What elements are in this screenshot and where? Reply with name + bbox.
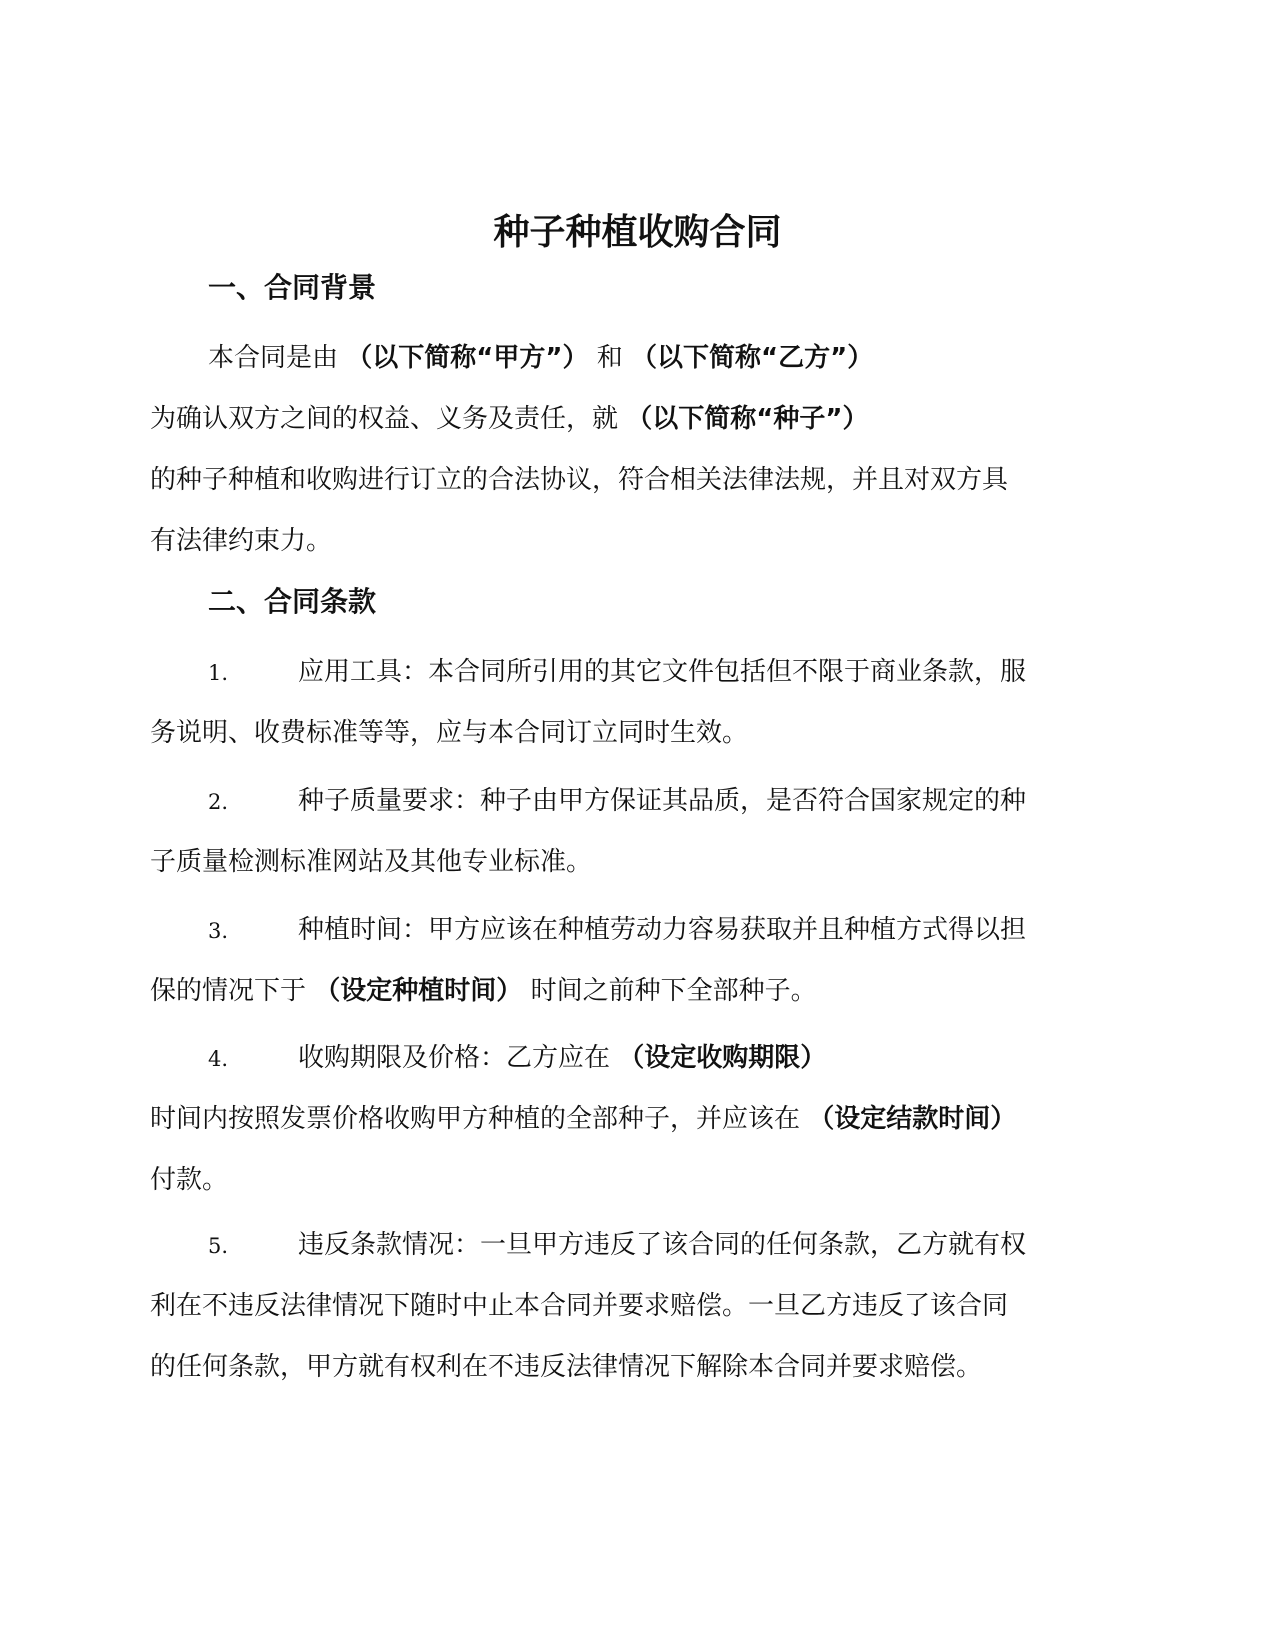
placeholder-payment-time: （设定结款时间） bbox=[808, 1104, 1017, 1134]
text-line: 务说明、收费标准等等，应与本合同订立同时生效。 bbox=[150, 718, 749, 748]
clause-number: 5. bbox=[208, 1234, 229, 1258]
text-run: 本合同是由 bbox=[208, 343, 339, 373]
text-line: 付款。 bbox=[150, 1165, 229, 1195]
clause-3 bbox=[150, 900, 1110, 1022]
placeholder-purchase-period: （设定收购期限） bbox=[618, 1043, 827, 1073]
clause-number: 1. bbox=[208, 661, 229, 685]
text-line bbox=[150, 1089, 1110, 1150]
text-run: 种植时间：甲方应该在种植劳动力容易获取并且种植方式得以担 bbox=[298, 915, 1027, 945]
placeholder-seed: （以下简称“种子”） bbox=[626, 404, 869, 434]
clause-2 bbox=[150, 771, 1110, 893]
text-line bbox=[150, 900, 1110, 961]
text-line bbox=[150, 961, 1110, 1022]
text-line: 的种子种植和收购进行订立的合法协议，符合相关法律法规，并且对双方具 bbox=[150, 465, 1009, 495]
text-run: 违反条款情况：一旦甲方违反了该合同的任何条款，乙方就有权 bbox=[298, 1230, 1027, 1260]
section-heading-terms: 二、合同条款 bbox=[208, 585, 377, 618]
paragraph-background bbox=[150, 328, 1110, 572]
placeholder-party-a: （以下简称“甲方”） bbox=[346, 343, 589, 373]
text-run: 应用工具：本合同所引用的其它文件包括但不限于商业条款，服 bbox=[298, 657, 1027, 687]
text-line: 利在不违反法律情况下随时中止本合同并要求赔偿。一旦乙方违反了该合同 bbox=[150, 1291, 1009, 1321]
text-line: 的任何条款，甲方就有权利在不违反法律情况下解除本合同并要求赔偿。 bbox=[150, 1352, 983, 1382]
text-run: 保的情况下于 bbox=[150, 976, 307, 1006]
text-line bbox=[150, 1028, 1110, 1089]
section-heading-background: 一、合同背景 bbox=[208, 271, 377, 304]
text-line bbox=[150, 328, 1110, 389]
text-line bbox=[150, 642, 1110, 703]
clause-number: 3. bbox=[208, 919, 229, 943]
placeholder-planting-time: （设定种植时间） bbox=[314, 976, 523, 1006]
clause-1 bbox=[150, 642, 1110, 764]
clause-number: 4. bbox=[208, 1047, 229, 1071]
clause-4 bbox=[150, 1028, 1110, 1211]
text-line bbox=[150, 771, 1110, 832]
text-run: 收购期限及价格：乙方应在 bbox=[298, 1043, 611, 1073]
text-line bbox=[150, 389, 1110, 450]
text-line: 子质量检测标准网站及其他专业标准。 bbox=[150, 847, 593, 877]
document-title: 种子种植收购合同 bbox=[493, 212, 782, 253]
placeholder-party-b: （以下简称“乙方”） bbox=[631, 343, 874, 373]
text-run: 时间之前种下全部种子。 bbox=[530, 976, 817, 1006]
text-line: 有法律约束力。 bbox=[150, 526, 333, 556]
text-run: 为确认双方之间的权益、义务及责任，就 bbox=[150, 404, 619, 434]
clause-number: 2. bbox=[208, 790, 229, 814]
text-line bbox=[150, 1215, 1110, 1276]
text-run: 和 bbox=[596, 343, 623, 373]
clause-5 bbox=[150, 1215, 1110, 1398]
text-run: 种子质量要求：种子由甲方保证其品质，是否符合国家规定的种 bbox=[298, 786, 1027, 816]
text-run: 时间内按照发票价格收购甲方种植的全部种子，并应该在 bbox=[150, 1104, 801, 1134]
